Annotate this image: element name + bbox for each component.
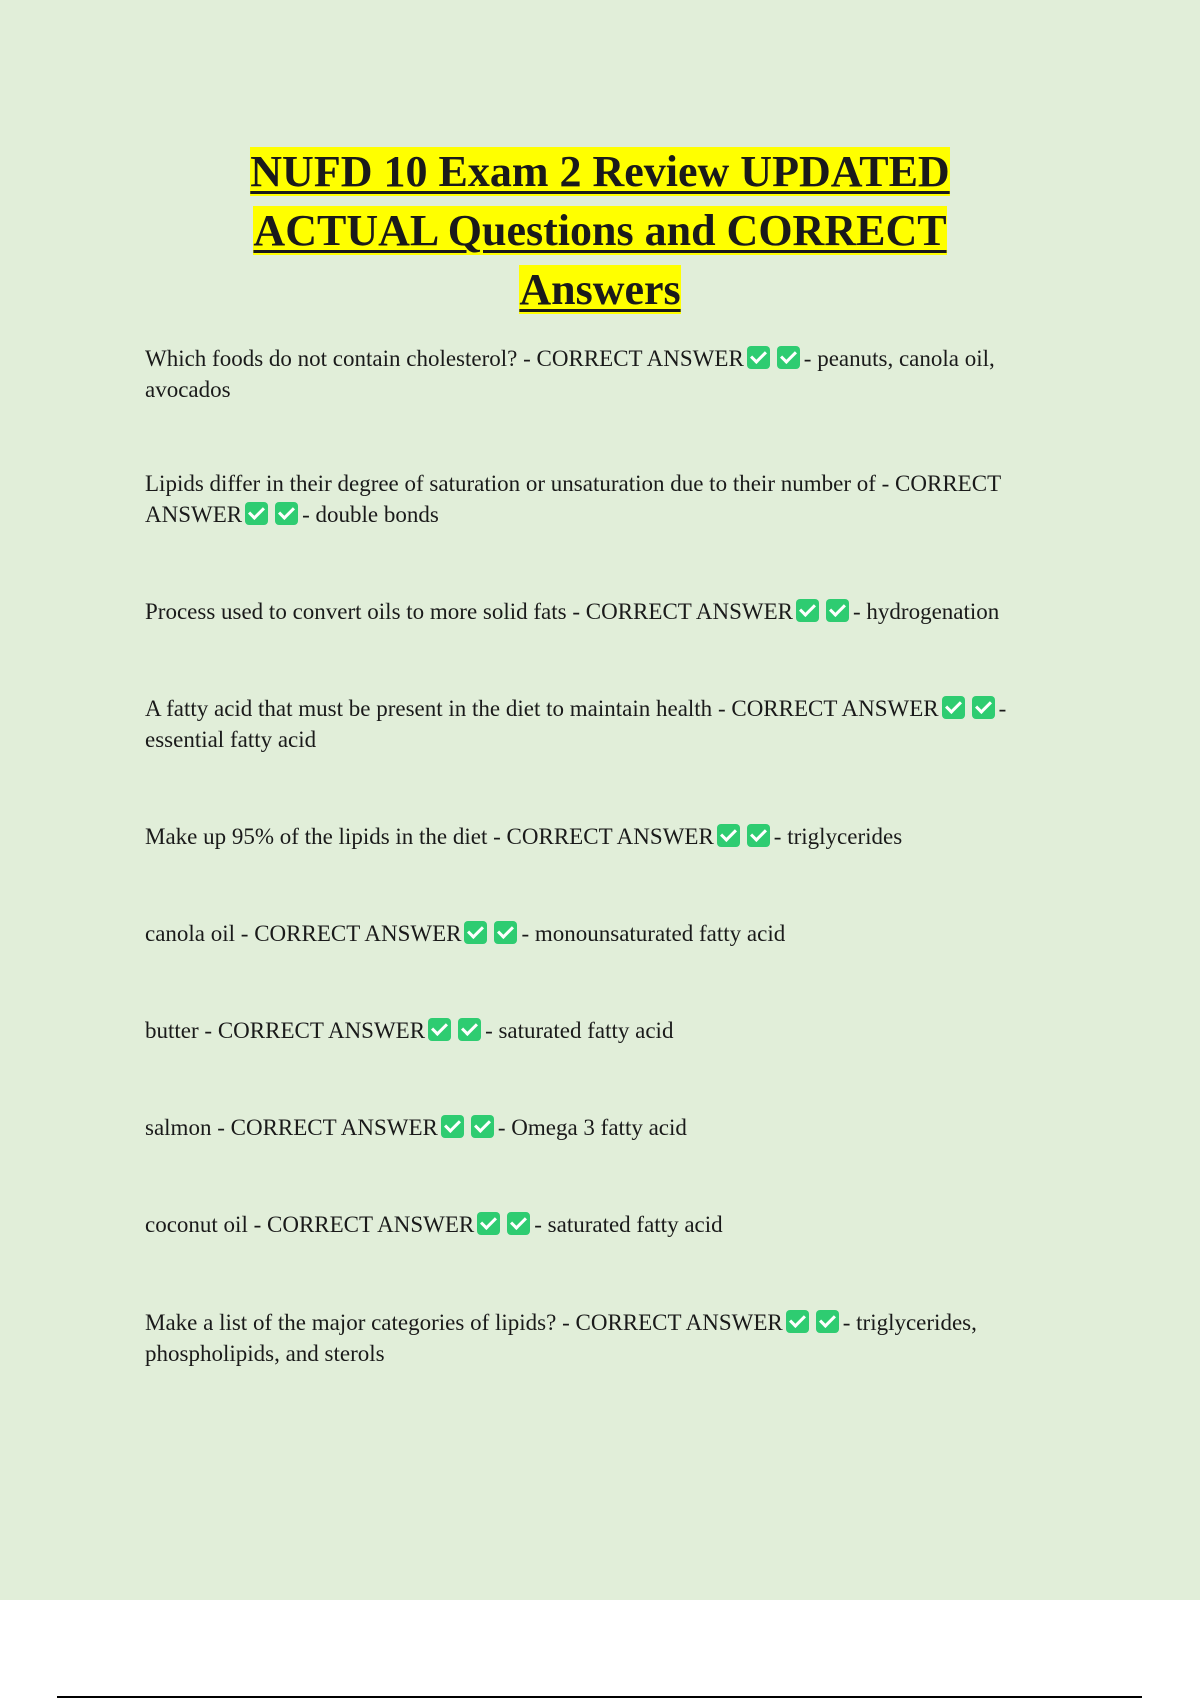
check-mark-icon (477, 1212, 500, 1235)
check-mark-icon (942, 696, 965, 719)
check-mark-icon (458, 1018, 481, 1041)
correct-answer-label: - CORRECT ANSWER (523, 346, 744, 371)
check-mark-icon (826, 599, 849, 622)
question-text: coconut oil (145, 1212, 248, 1237)
qa-item (145, 693, 1075, 755)
qa-list (145, 343, 1075, 1369)
qa-item (145, 596, 1075, 627)
title-line-2: ACTUAL Questions and CORRECT (253, 206, 947, 255)
qa-item (145, 821, 1075, 852)
check-mark-icon (747, 824, 770, 847)
question-text: Which foods do not contain cholesterol? (145, 346, 518, 371)
answer-text: - peanuts, canola oil, avocados (145, 346, 995, 402)
correct-answer-label: - CORRECT ANSWER (145, 471, 1001, 527)
check-mark-icon (441, 1115, 464, 1138)
check-mark-icon (717, 824, 740, 847)
correct-answer-label: - CORRECT ANSWER (217, 1115, 438, 1140)
correct-answer-label: - CORRECT ANSWER (717, 696, 939, 721)
check-mark-icon (796, 599, 819, 622)
correct-answer-label: - CORRECT ANSWER (240, 921, 462, 946)
correct-answer-label: - CORRECT ANSWER (562, 1310, 783, 1335)
qa-item (145, 918, 1075, 949)
qa-item (145, 1015, 1075, 1046)
answer-text: - Omega 3 fatty acid (497, 1115, 687, 1140)
correct-answer-label: - CORRECT ANSWER (253, 1212, 475, 1237)
check-mark-icon (972, 696, 995, 719)
qa-item (145, 1112, 1075, 1143)
question-text: canola oil (145, 921, 236, 946)
title-line-3: Answers (519, 265, 681, 314)
check-mark-icon (245, 502, 268, 525)
check-mark-icon (471, 1115, 494, 1138)
answer-text: - triglycerides, phospholipids, and sterols (145, 1310, 977, 1366)
check-mark-icon (494, 921, 517, 944)
question-text: butter (145, 1018, 199, 1043)
answer-text: - hydrogenation (853, 599, 1000, 624)
document-title (100, 142, 1100, 319)
check-mark-icon (816, 1310, 839, 1333)
correct-answer-label: - CORRECT ANSWER (572, 599, 794, 624)
answer-text: - saturated fatty acid (485, 1018, 674, 1043)
question-text: A fatty acid that must be present in the diet to maintain health (145, 696, 713, 721)
check-mark-icon (507, 1212, 530, 1235)
question-text: Lipids differ in their degree of saturation or unsaturation due to their number of (145, 471, 876, 496)
qa-item (145, 343, 1075, 405)
question-text: salmon (145, 1115, 212, 1140)
check-mark-icon (786, 1310, 809, 1333)
check-mark-icon (777, 346, 800, 369)
qa-item (145, 1307, 1075, 1369)
qa-item (145, 1209, 1075, 1240)
check-mark-icon (275, 502, 298, 525)
answer-text: - essential fatty acid (145, 696, 1007, 752)
answer-text: - saturated fatty acid (534, 1212, 723, 1237)
question-text: Make a list of the major categories of lipids? (145, 1310, 557, 1335)
correct-answer-label: - CORRECT ANSWER (493, 824, 714, 849)
check-mark-icon (464, 921, 487, 944)
check-mark-icon (428, 1018, 451, 1041)
question-text: Make up 95% of the lipids in the diet (145, 824, 488, 849)
check-mark-icon (747, 346, 770, 369)
footer-divider (57, 1696, 1142, 1698)
correct-answer-label: - CORRECT ANSWER (204, 1018, 426, 1043)
answer-text: - triglycerides (773, 824, 903, 849)
qa-item (145, 468, 1075, 530)
answer-text: - double bonds (302, 502, 439, 527)
question-text: Process used to convert oils to more solid fats (145, 599, 567, 624)
title-line-1: NUFD 10 Exam 2 Review UPDATED (250, 147, 950, 196)
answer-text: - monounsaturated fatty acid (521, 921, 786, 946)
